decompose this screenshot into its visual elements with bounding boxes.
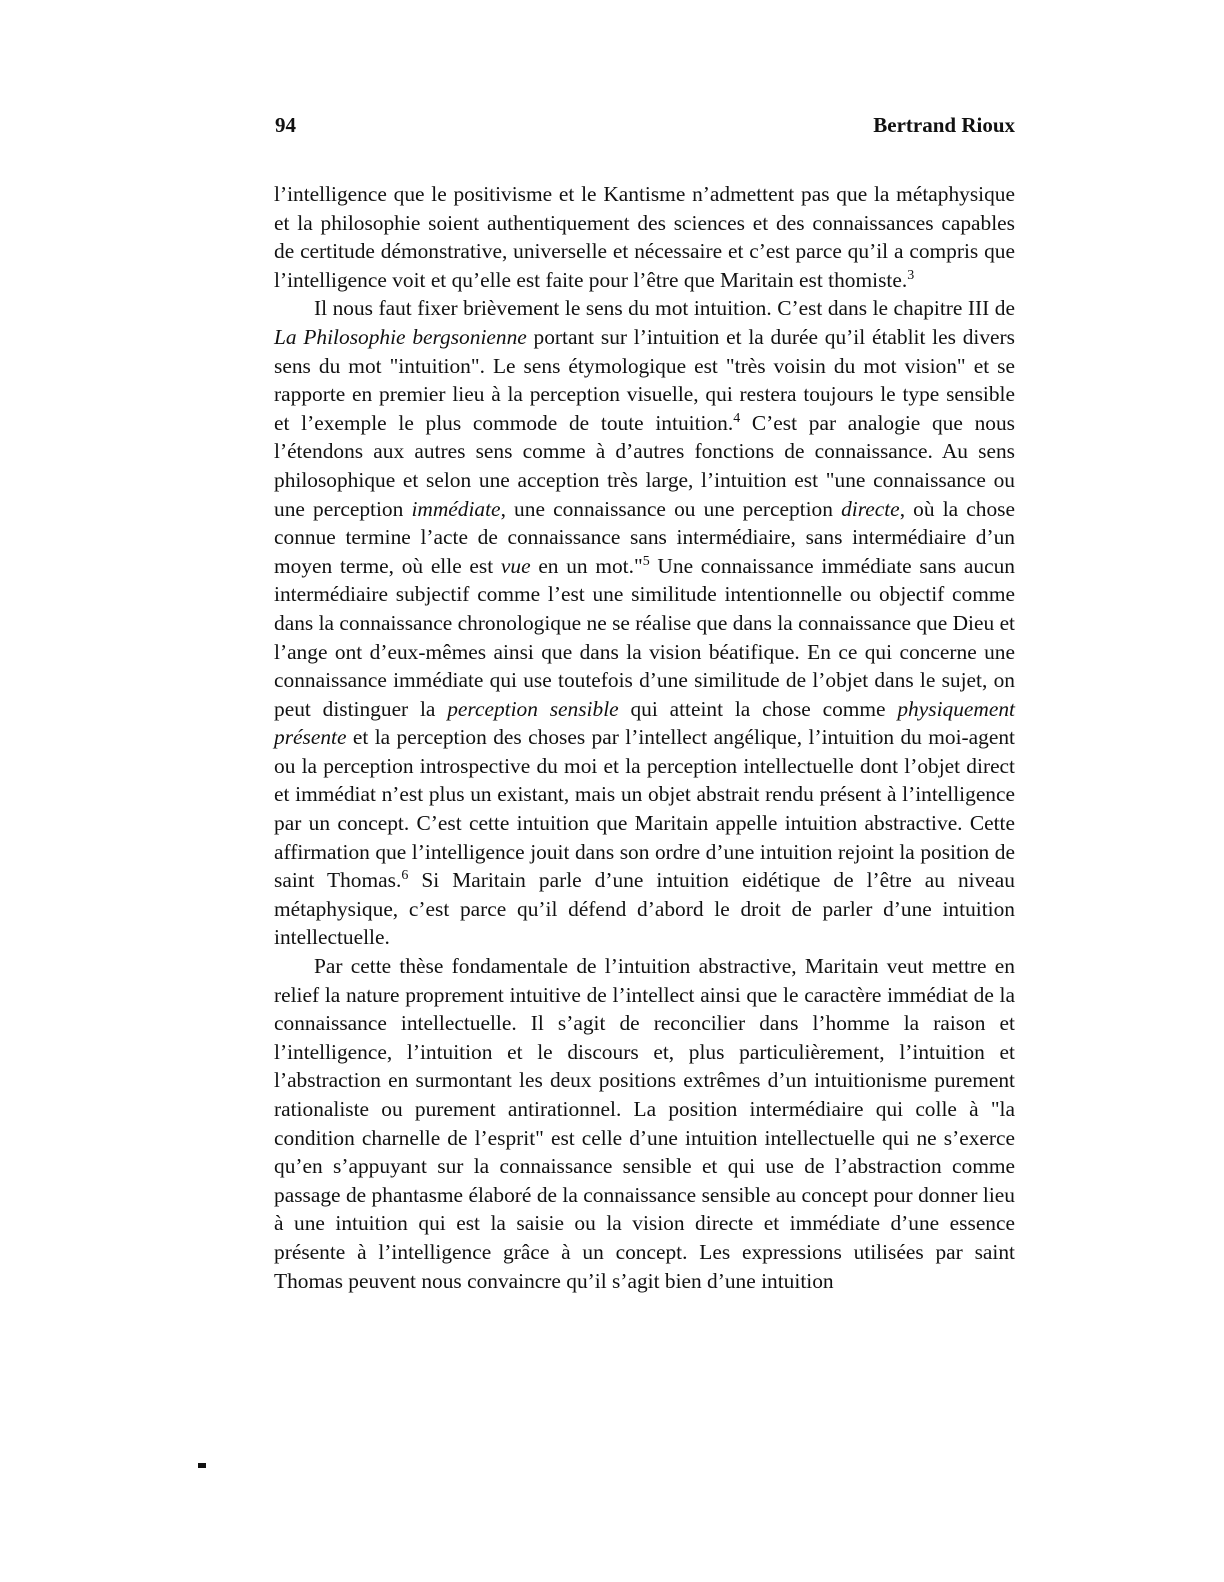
italic-text: immédiate xyxy=(411,496,501,521)
text-run: l’intelligence que le positivisme et le Kantisme n’admettent pas que la métaphysique et la philosophie soient authentiquement des sciences et des connaissances capables de certitude démonstrative, universelle et nécessaire et c’est parce qu’il a compris que l’intelligence voit et qu’elle est faite pour l’être que Maritain est thomiste. xyxy=(274,182,1015,292)
italic-text: La Philosophie bergsonienne xyxy=(274,324,527,349)
text-run: Il nous faut fixer brièvement le sens du mot intuition. C’est dans le chapitre III de xyxy=(314,296,1015,321)
footnote-ref: 5 xyxy=(642,553,650,569)
body-text xyxy=(274,180,1015,1295)
running-header xyxy=(275,113,1015,143)
footnote-ref: 3 xyxy=(907,267,915,283)
footnote-ref: 4 xyxy=(733,410,741,426)
paragraph xyxy=(274,180,1015,294)
italic-text: physiquement présente xyxy=(274,696,1015,750)
text-run: Une connaissance immédiate sans aucun intermédiaire subjectif comme l’est une similitude intentionnelle ou objectif comme dans la connaissance chronologique ne se réalise que dans la connaissance que Dieu et l’ange ont d’eux-mêmes ainsi que dans la vision béatifique. En ce qui concerne une connaissance immédiate qui use toutefois d’une similitude de l’objet dans le sujet, on peut distinguer la xyxy=(274,553,1015,721)
text-run: en un mot." xyxy=(530,553,643,578)
margin-mark xyxy=(198,1463,206,1468)
italic-text: vue xyxy=(500,553,531,578)
footnote-ref: 6 xyxy=(401,868,409,884)
text-run: , une connaissance ou une perception xyxy=(500,496,842,521)
running-head-author: Bertrand Rioux xyxy=(873,113,1015,137)
paragraph xyxy=(274,294,1015,952)
text-run: portant sur l’intuition et la durée qu’il établit les divers sens du mot "intuition". Le sens étymologique est "très voisin du mot vision" et se rapporte en premier lieu à la perception visuelle, qui restera toujours le type sensible et l’exemple le plus commode de toute intuition. xyxy=(274,324,1015,435)
text-run: Si Maritain parle d’une intuition eidétique de l’être au niveau métaphysique, c’est parce qu’il défend d’abord le droit de parler d’une intuition intellectuelle. xyxy=(274,868,1015,950)
italic-text: perception sensible xyxy=(447,696,619,721)
italic-text: directe xyxy=(841,496,900,521)
paragraph xyxy=(274,952,1015,1295)
text-run: Par cette thèse fondamentale de l’intuition abstractive, Maritain veut mettre en relief la nature proprement intuitive de l’intellect ainsi que le caractère immédiat de la connaissance intellectuelle. Il s’agit de reconcilier dans l’homme la raison et l’intelligence, l’intuition et le discours et, plus particulièrement, l’intuition et l’abstraction en surmontant les deux positions extrêmes d’un intuitionisme purement rationaliste ou purement antirationnel. La position intermédiaire qui colle à "la condition charnelle de l’esprit" est celle d’une intuition intellectuelle qui ne s’exerce qu’en s’appuyant sur la connaissance sensible et qui use de l’abstraction comme passage de phantasme élaboré de la connaissance sensible au concept pour donner lieu à une intuition qui est la saisie ou la vision directe et immédiate d’une essence présente à l’intelligence grâce à un concept. Les expressions utilisées par saint Thomas peuvent nous convaincre qu’il s’agit bien d’une intuition xyxy=(274,954,1015,1293)
page-number: 94 xyxy=(275,113,296,137)
text-run: qui atteint la chose comme xyxy=(618,696,898,721)
text-run: , où la chose connue termine l’acte de connaissance sans intermédiaire, sans intermédiaire d’un moyen terme, où elle est xyxy=(274,496,1016,578)
text-run: et la perception des choses par l’intellect angélique, l’intuition du moi-agent ou la perception introspective du moi et la perception intellectuelle dont l’objet direct et immédiat n’est plus un existant, mais un objet abstrait rendu présent à l’intelligence par un concept. C’est cette intuition que Maritain appelle intuition abstractive. Cette affirmation que l’intelligence jouit dans son ordre d’une intuition rejoint la position de saint Thomas. xyxy=(274,725,1015,893)
text-run: C’est par analogie que nous l’étendons aux autres sens comme à d’autres fonctions de connaissance. Au sens philosophique et selon une acception très large, l’intuition est "une connaissance ou une perception xyxy=(274,410,1015,521)
